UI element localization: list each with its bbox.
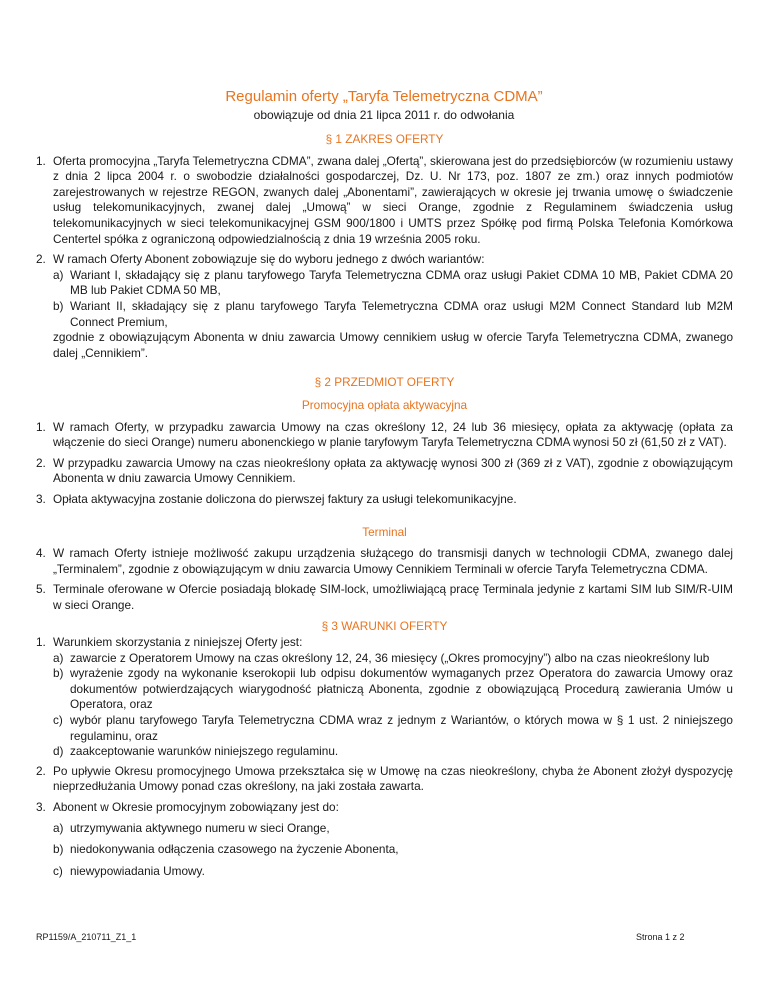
section-3-item-3 bbox=[36, 800, 733, 879]
item-number: 5. bbox=[36, 582, 46, 597]
section-2-heading: § 2 PRZEDMIOT OFERTY bbox=[314, 375, 455, 390]
subitem-text: zawarcie z Operatorem Umowy na czas określony 12, 24, 36 miesięcy („Okres promocyjny”) albo na czas nieokreślony lub bbox=[70, 650, 710, 665]
document-subtitle: obowiązuje od dnia 21 lipca 2011 r. do odwołania bbox=[253, 108, 515, 122]
subitem-text: zaakceptowanie warunków niniejszego regulaminu. bbox=[70, 744, 339, 759]
section-3-item-1 bbox=[36, 635, 733, 760]
subitem-text: Wariant II, składający się z planu taryfowego Taryfa Telemetryczna CDMA oraz usługi M2M Connect Standard lub M2M Connect Premium, bbox=[70, 298, 733, 329]
subitem-b bbox=[53, 299, 733, 330]
subitem-letter: c) bbox=[53, 863, 63, 878]
subitem-letter: a) bbox=[53, 650, 64, 665]
item-text: W ramach Oferty istnieje możliwość zakupu urządzenia służącego do transmisji danych w technologii CDMA, zwanego dalej „Terminalem”, zgodnie z obowiązującym w dniu zawarcia Umowy Cennikiem Terminali w ofercie Taryfa Telemetryczna CDMA. bbox=[53, 546, 733, 576]
section-3-item-2 bbox=[36, 764, 733, 795]
subitem-text: niewypowiadania Umowy. bbox=[70, 863, 205, 878]
item-number: 1. bbox=[36, 635, 46, 650]
section-2-item-2 bbox=[36, 456, 733, 487]
item-intro: Abonent w Okresie promocyjnym zobowiązany jest do: bbox=[53, 799, 339, 814]
section-2-subheading-activation: Promocyjna opłata aktywacyjna bbox=[301, 397, 468, 412]
subitem-a bbox=[53, 268, 733, 299]
item-number: 3. bbox=[36, 799, 46, 814]
subitem-letter: b) bbox=[53, 842, 64, 857]
item-number: 2. bbox=[36, 455, 46, 470]
section-2-item-4 bbox=[36, 546, 733, 577]
item-number: 1. bbox=[36, 153, 46, 168]
item-number: 4. bbox=[36, 546, 46, 561]
item-text: Po upływie Okresu promocyjnego Umowa przekształca się w Umowę na czas nieokreślony, chyba że Abonent złożył dyspozycję nieprzedłużania Umowy ponad czas określony, na jaki została zawarta. bbox=[53, 763, 733, 794]
subitem-a bbox=[53, 821, 733, 837]
subitem-text: niedokonywania odłączenia czasowego na życzenie Abonenta, bbox=[70, 842, 399, 857]
subitem-a bbox=[53, 651, 733, 667]
section-2-item-3 bbox=[36, 492, 733, 508]
subitem-letter: d) bbox=[53, 744, 64, 759]
item-text: Oferta promocyjna „Taryfa Telemetryczna CDMA”, zwana dalej „Ofertą”, skierowana jest do przedsiębiorców (w rozumieniu ustawy z dnia 2 lipca 2004 r. o swobodzie działalności gospodarczej, Dz. U. Nr 173, poz. 1807 ze zm.) oraz innych podmiotów zarejestrowanych w rejestrze REGON, zwanych dalej „Abonentami”, zawierających w okresie jej trwania umowę o świadczenie usług telekomunikacyjnych, zwanej dalej „Umową” w sieci Orange, zgodnie z Regulaminem świadczenia usług telekomunikacyjnych w sieci telekomunikacyjnej GSM 900/1800 i UMTS przez Spółkę pod firmą Polska Telefonia Komórkowa Centertel spółka z ograniczoną odpowiedzialnością z dnia 19 września 2005 roku. bbox=[53, 153, 733, 246]
subitem-text: wybór planu taryfowego Taryfa Telemetryczna CDMA wraz z jednym z Wariantów, o których mowa w § 1 ust. 2 niniejszego regulaminu, oraz bbox=[70, 713, 733, 743]
item-intro: W ramach Oferty Abonent zobowiązuje się do wyboru jednego z dwóch wariantów: bbox=[53, 252, 485, 267]
item-number: 2. bbox=[36, 252, 46, 267]
item-outro: zgodnie z obowiązującym Abonenta w dniu zawarcia Umowy cennikiem usług w ofercie Taryfa Telemetryczna CDMA, zwanego dalej „Cennikiem”. bbox=[53, 330, 733, 360]
subitem-text: utrzymywania aktywnego numeru w sieci Orange, bbox=[70, 820, 330, 835]
section-1-item-1 bbox=[36, 154, 733, 248]
item-text: Terminale oferowane w Ofercie posiadają blokadę SIM-lock, umożliwiającą pracę Terminala jedynie z kartami SIM lub SIM/R-UIM w sieci Orange. bbox=[53, 582, 733, 612]
section-2-item-1 bbox=[36, 420, 733, 451]
section-1-heading: § 1 ZAKRES OFERTY bbox=[325, 132, 444, 146]
subitem-b bbox=[53, 842, 733, 858]
subitem-letter: a) bbox=[53, 820, 64, 835]
subitem-b bbox=[53, 666, 733, 713]
subitem-text: Wariant I, składający się z planu taryfowego Taryfa Telemetryczna CDMA oraz usługi Pakiet CDMA 10 MB, Pakiet CDMA 20 MB lub Pakiet CDMA 50 MB, bbox=[70, 267, 733, 298]
document-title: Regulamin oferty „Taryfa Telemetryczna CDMA” bbox=[225, 88, 543, 105]
section-3-heading: § 3 WARUNKI OFERTY bbox=[321, 619, 448, 634]
footer-document-id: RP1159/A_210711_Z1_1 bbox=[36, 932, 137, 942]
section-2-item-5 bbox=[36, 582, 733, 613]
item-text: W ramach Oferty, w przypadku zawarcia Umowy na czas określony 12, 24 lub 36 miesięcy, opłata za aktywację (opłata za włączenie do sieci Orange) numeru abonenckiego w planie taryfowym Taryfa Telemetryczna CDMA wynosi 50 zł (61,50 zł z VAT). bbox=[53, 419, 733, 450]
subitem-letter: c) bbox=[53, 713, 63, 727]
item-number: 3. bbox=[36, 491, 46, 506]
subitem-letter: a) bbox=[53, 267, 64, 282]
subitem-d bbox=[53, 744, 733, 760]
item-number: 2. bbox=[36, 763, 46, 778]
subitem-letter: b) bbox=[53, 666, 64, 681]
item-text: Opłata aktywacyjna zostanie doliczona do pierwszej faktury za usługi telekomunikacyjne. bbox=[53, 491, 517, 506]
footer-page-number: Strona 1 z 2 bbox=[636, 932, 685, 942]
subitem-c bbox=[53, 713, 733, 744]
subitem-letter: b) bbox=[53, 298, 64, 313]
item-number: 1. bbox=[36, 419, 46, 434]
document-body bbox=[36, 132, 733, 879]
item-intro: Warunkiem skorzystania z niniejszej Oferty jest: bbox=[53, 635, 303, 650]
section-1-item-2 bbox=[36, 252, 733, 361]
section-2-subheading-terminal: Terminal bbox=[362, 525, 407, 540]
item-text: W przypadku zawarcia Umowy na czas nieokreślony opłata za aktywację wynosi 300 zł (369 zł z VAT), zgodnie z obowiązującym Abonenta w dniu zawarcia Umowy Cennikiem. bbox=[53, 455, 733, 486]
subitem-c bbox=[53, 864, 733, 880]
subitem-text: wyrażenie zgody na wykonanie kserokopii lub odpisu dokumentów wymaganych przez Operatora do zawarcia Umowy oraz dokumentów potwierdzających wiarygodność płatniczą Abonenta, zgodnie z obowiązującą Procedurą zawierania Umów u Operatora, oraz bbox=[70, 666, 733, 712]
